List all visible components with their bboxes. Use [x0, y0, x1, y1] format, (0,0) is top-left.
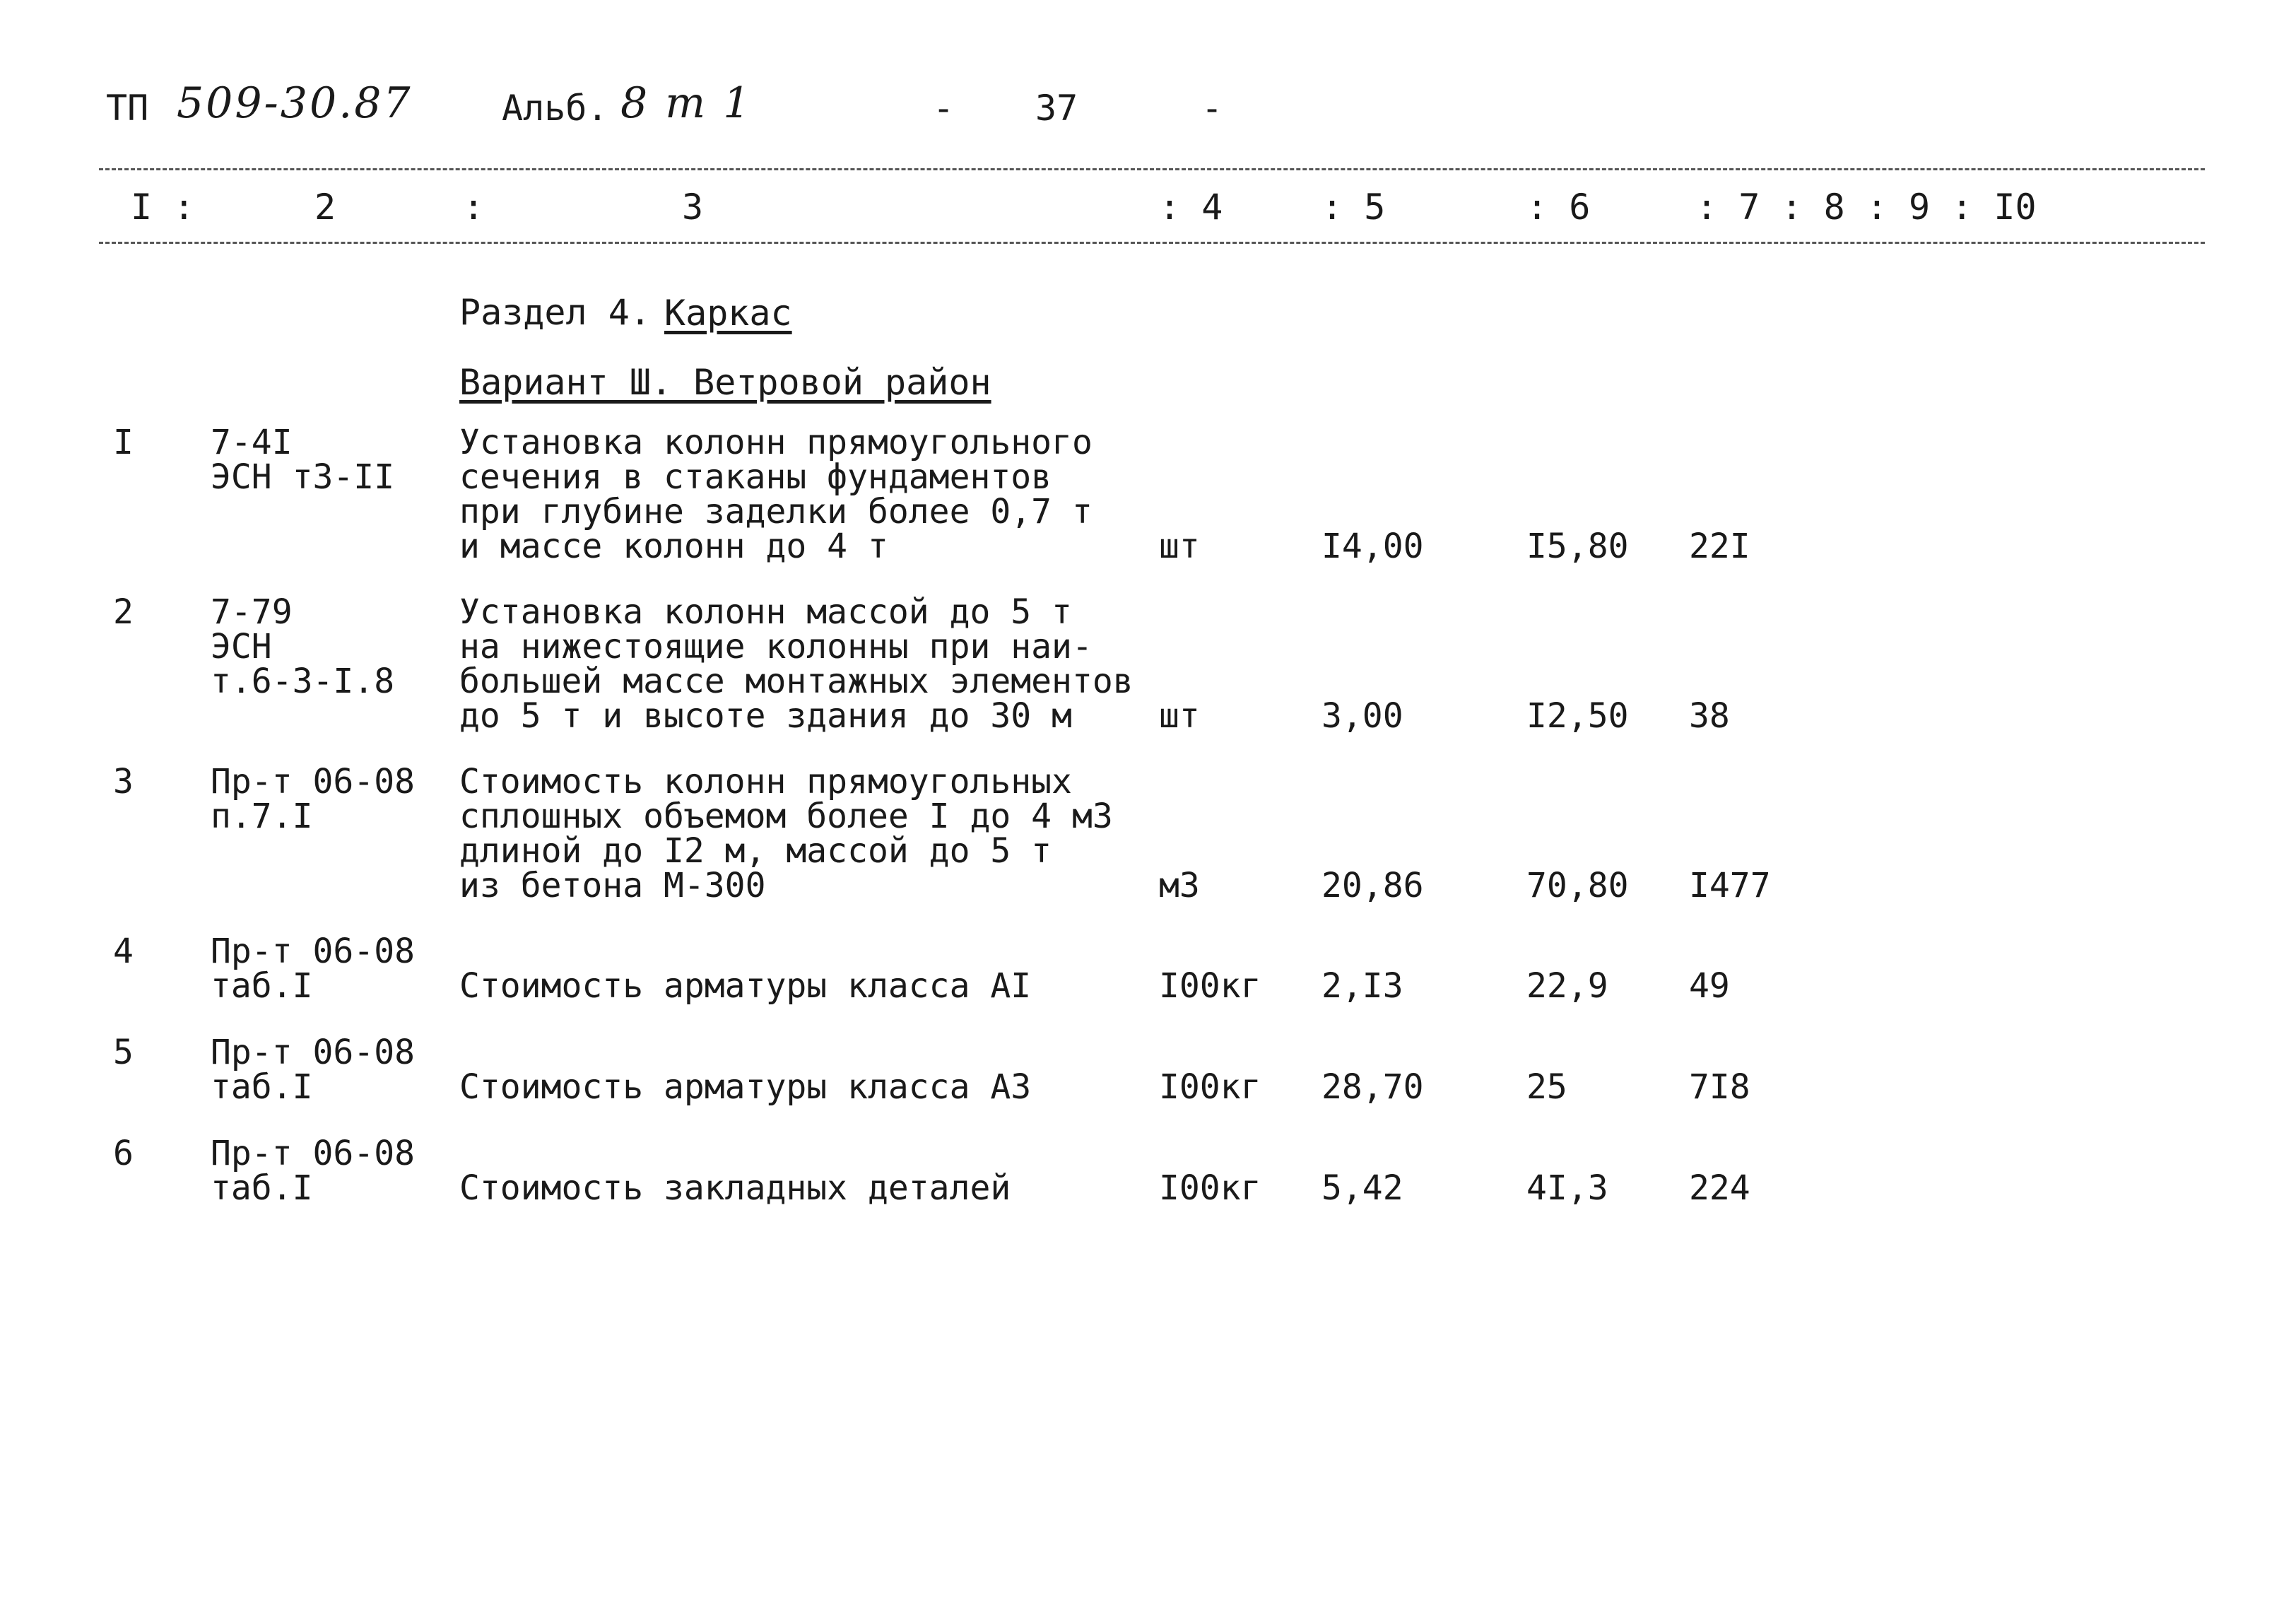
- top-rule: [99, 168, 2205, 170]
- row-4-description: Стоимость арматуры класса АI: [459, 966, 1032, 1006]
- row-5-description: Стоимость арматуры класса А3: [459, 1067, 1032, 1107]
- row-6-number: 6: [113, 1134, 134, 1173]
- row-4-price: 22,9: [1526, 966, 1608, 1006]
- row-5-number: 5: [113, 1033, 134, 1072]
- page-number: 37: [1035, 88, 1078, 129]
- row-2-unit: шт: [1159, 696, 1200, 736]
- row-5-total: 7I8: [1689, 1067, 1750, 1107]
- row-4-unit: I00кг: [1159, 966, 1261, 1006]
- album-label: Альб.: [502, 88, 608, 129]
- row-3-quantity: 20,86: [1321, 866, 1424, 905]
- column-number-1: I :: [131, 187, 195, 228]
- column-separator: :: [463, 187, 485, 228]
- row-4-total: 49: [1689, 966, 1730, 1006]
- row-6-reference: Пр-т 06-08 таб.I: [211, 1134, 415, 1208]
- row-1-number: I: [113, 423, 134, 462]
- row-6-description: Стоимость закладных деталей: [459, 1168, 1011, 1208]
- album-number: 8 т 1: [620, 78, 753, 128]
- document-code-prefix: ТП: [106, 88, 149, 129]
- row-1-total: 22I: [1689, 527, 1750, 566]
- row-2-description: Установка колонн массой до 5 т на нижестоящие колонны при наи- большей массе монтажных элементов до 5 т и высоте здания до 30 м: [459, 592, 1134, 736]
- row-4-number: 4: [113, 932, 134, 971]
- row-3-total: I477: [1689, 866, 1771, 905]
- row-6-quantity: 5,42: [1321, 1168, 1403, 1208]
- row-6-unit: I00кг: [1159, 1168, 1261, 1208]
- column-numbers-7-10: : 7 : 8 : 9 : I0: [1696, 187, 2037, 228]
- row-6-price: 4I,3: [1526, 1168, 1608, 1208]
- row-2-total: 38: [1689, 696, 1730, 736]
- row-6-total: 224: [1689, 1168, 1750, 1208]
- row-2-quantity: 3,00: [1321, 696, 1403, 736]
- row-3-description: Стоимость колонн прямоугольных сплошных объемом более I до 4 м3 длиной до I2 м, массой до 5 т из бетона М-300: [459, 762, 1113, 905]
- row-2-reference: 7-79 ЭСН т.6-3-I.8: [211, 592, 395, 701]
- row-3-price: 70,80: [1526, 866, 1629, 905]
- row-4-quantity: 2,I3: [1321, 966, 1403, 1006]
- row-5-price: 25: [1526, 1067, 1567, 1107]
- column-number-5: : 5: [1321, 187, 1386, 228]
- row-1-description: Установка колонн прямоугольного сечения в стаканы фундаментов при глубине заделки более 0,7 т и массе колонн до 4 т: [459, 423, 1093, 566]
- column-number-4: : 4: [1159, 187, 1223, 228]
- row-3-unit: м3: [1159, 866, 1200, 905]
- column-number-6: : 6: [1526, 187, 1591, 228]
- row-3-number: 3: [113, 762, 134, 802]
- bottom-rule: [99, 242, 2205, 244]
- header-dash-right: -: [1201, 88, 1223, 129]
- section-prefix: Раздел 4.: [459, 292, 673, 333]
- row-2-price: I2,50: [1526, 696, 1629, 736]
- document-code: 509-30.87: [177, 78, 413, 128]
- row-2-number: 2: [113, 592, 134, 632]
- row-3-reference: Пр-т 06-08 п.7.I: [211, 762, 415, 836]
- section-title: Каркас: [664, 293, 792, 334]
- row-1-unit: шт: [1159, 527, 1200, 566]
- row-5-unit: I00кг: [1159, 1067, 1261, 1107]
- row-1-price: I5,80: [1526, 527, 1629, 566]
- row-5-quantity: 28,70: [1321, 1067, 1424, 1107]
- row-1-quantity: I4,00: [1321, 527, 1424, 566]
- header-dash-left: -: [933, 88, 955, 129]
- column-number-3: 3: [682, 187, 704, 228]
- row-5-reference: Пр-т 06-08 таб.I: [211, 1033, 415, 1107]
- column-number-2: 2: [314, 187, 336, 228]
- section-variant: Вариант Ш. Ветровой район: [459, 362, 991, 403]
- row-1-reference: 7-4I ЭСН т3-II: [211, 423, 395, 497]
- row-4-reference: Пр-т 06-08 таб.I: [211, 932, 415, 1006]
